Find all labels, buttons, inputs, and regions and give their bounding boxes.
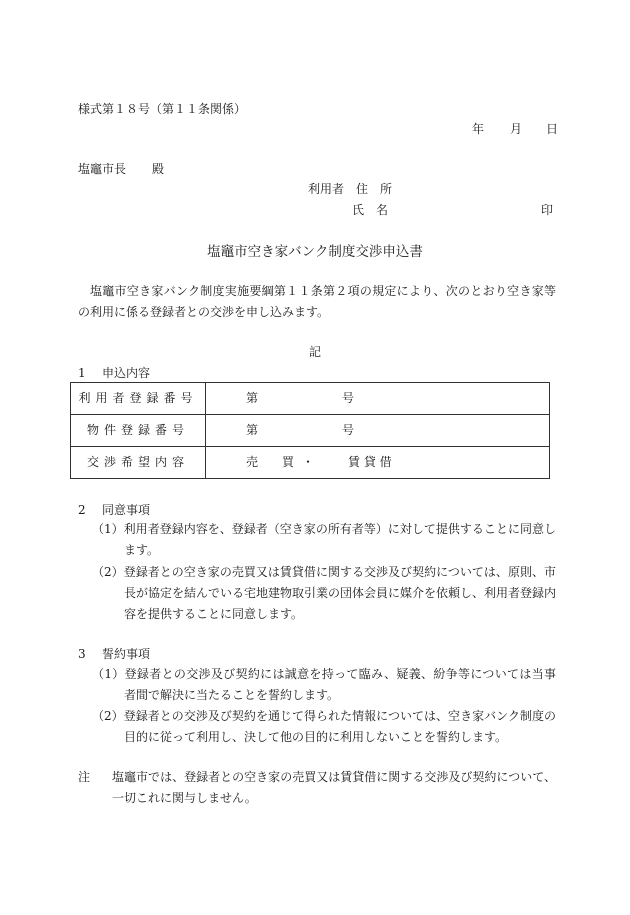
note-marker: 注 (78, 770, 91, 784)
date-month-label: 月 (510, 122, 523, 136)
intro-paragraph: 塩竈市空き家バンク制度実施要綱第１１条第２項の規定により、次のとおり空き家等の利用に係る登録者との交渉を申し込みます。 (78, 284, 556, 319)
value-dai: 第 (246, 391, 259, 406)
item-marker: （2） (92, 709, 124, 723)
item-text: 登録者との空き家の売買又は賃貸借に関する交渉及び契約については、原則、市長が協定を結んでいる宅地建物取引業の団体会員に媒介を依頼し、利用者登録内容を提供することに同意します。 (123, 565, 557, 621)
note-text: 塩竈市では、登録者との空き家の売買又は賃貸借に関する交渉及び契約について、一切これに関与しません。 (112, 770, 556, 805)
item-marker: （1） (92, 522, 124, 536)
value-go: 号 (342, 391, 355, 406)
addressee (78, 162, 164, 176)
date-day-label: 日 (546, 122, 559, 136)
application-content-table (70, 382, 550, 479)
applicant-address-label: 利用者 住 所 (308, 182, 393, 196)
section1-number: 1 (78, 366, 86, 380)
section1-title: 申込内容 (102, 366, 151, 380)
row-label: 物件登録番号 (71, 415, 206, 447)
row-label: 利用者登録番号 (71, 383, 206, 415)
value-go: 号 (342, 423, 355, 438)
item-text: 登録者との交渉及び契約には誠意を持って臨み、疑義、紛争等については当事者間で解決に当たることを誓約します。 (124, 667, 557, 702)
section1-heading (78, 366, 150, 380)
item-text: 登録者との交渉及び契約を通じて得られた情報については、空き家バンク制度の目的に従って利用し、決して他の目的に利用しないことを誓約します。 (123, 709, 556, 744)
section3-number: 3 (78, 647, 86, 661)
section2-number: 2 (78, 503, 86, 517)
section2-title: 同意事項 (102, 503, 151, 517)
date-line (472, 122, 558, 136)
seal-mark: 印 (541, 203, 554, 217)
applicant-name-label: 氏 名 (352, 203, 389, 217)
row-value (206, 447, 550, 479)
item-marker: （2） (92, 565, 124, 579)
table-row (71, 447, 550, 479)
section3-title: 誓約事項 (102, 647, 151, 661)
ki-heading: 記 (308, 345, 321, 359)
table-row (71, 415, 550, 447)
option-baibai: 売 買 (246, 455, 295, 470)
table-row (71, 383, 550, 415)
list-item (92, 664, 556, 706)
document-title: 塩竈市空き家バンク制度交渉申込書 (207, 244, 423, 260)
section3-heading (78, 647, 150, 661)
addressee-name: 塩竈市長 (78, 162, 127, 176)
row-label: 交渉希望内容 (71, 447, 206, 479)
addressee-honorific: 殿 (152, 162, 165, 176)
section2-heading (78, 503, 150, 517)
option-separator: ・ (302, 455, 315, 470)
value-dai: 第 (246, 423, 259, 438)
item-marker: （1） (92, 667, 125, 681)
date-year-label: 年 (472, 122, 485, 136)
list-item (92, 519, 556, 561)
row-value (206, 383, 550, 415)
list-item (92, 706, 556, 748)
footnote (78, 767, 556, 809)
form-number: 様式第１８号（第１１条関係） (78, 102, 247, 116)
option-chintaishaku: 賃 貸 借 (348, 455, 392, 470)
list-item (92, 562, 556, 625)
row-value (206, 415, 550, 447)
item-text: 利用者登録内容を、登録者（空き家の所有者等）に対して提供することに同意します。 (123, 522, 556, 557)
